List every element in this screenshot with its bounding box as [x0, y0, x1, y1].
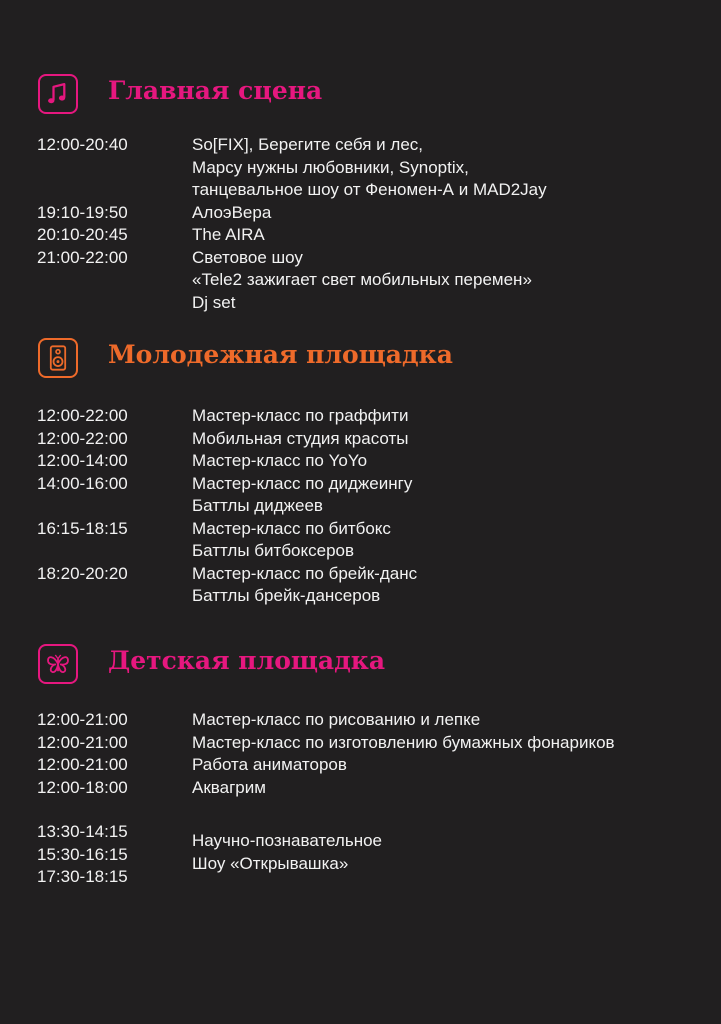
- event-description: [192, 134, 712, 202]
- event-description: [192, 709, 712, 732]
- schedule-row: [0, 732, 721, 755]
- event-line: Мастер-класс по изготовлению бумажных фонариков: [192, 732, 615, 752]
- event-line: Марсу нужны любовники, Synoptix,: [192, 157, 469, 177]
- event-line: Мастер-класс по брейк-данс: [192, 563, 418, 583]
- section-youth-area: [0, 338, 721, 382]
- music-note-icon: [38, 74, 78, 114]
- schedule-youth-area: [0, 405, 721, 608]
- speaker-icon: [38, 338, 78, 378]
- event-description: [192, 450, 712, 473]
- event-line: АлоэВера: [192, 202, 272, 222]
- schedule-row: [0, 518, 721, 563]
- section-title: Детская площадка: [108, 646, 386, 675]
- section-header: [0, 74, 721, 118]
- event-line: Мастер-класс по граффити: [192, 406, 409, 425]
- time-slot: 19:10-19:50: [37, 202, 128, 222]
- event-line: Световое шоу: [192, 247, 303, 267]
- schedule-row: [0, 134, 721, 202]
- section-kids-area: [0, 644, 721, 688]
- event-line: Мастер-класс по битбокс: [192, 518, 391, 538]
- time-slots: [0, 821, 192, 889]
- event-line: Научно-познавательное: [192, 831, 382, 850]
- time-slot: 12:00-18:00: [37, 777, 128, 797]
- time-slot: 18:20-20:20: [37, 563, 128, 583]
- section-header: [0, 644, 721, 688]
- schedule-row: [0, 709, 721, 732]
- event-line: Работа аниматоров: [192, 755, 347, 774]
- schedule-main-stage: [0, 134, 721, 314]
- time-slot: 16:15-18:15: [37, 518, 128, 538]
- event-description: [192, 428, 712, 451]
- event-line: «Tele2 зажигает свет мобильных перемен»: [192, 270, 532, 289]
- event-line: Мастер-класс по диджеингу: [192, 473, 413, 493]
- event-line: Баттлы диджеев: [192, 496, 323, 515]
- time-slot: 15:30-16:15: [37, 844, 128, 864]
- schedule-show: [0, 821, 721, 889]
- event-description: [192, 224, 712, 247]
- event-line: Мастер-класс по YoYo: [192, 451, 368, 470]
- time-slot: 14:00-16:00: [37, 473, 128, 493]
- event-description: [192, 247, 712, 315]
- time-slot: 20:10-20:45: [37, 225, 128, 244]
- butterfly-icon: [38, 644, 78, 684]
- event-line: Мобильная студия красоты: [192, 428, 409, 448]
- time-slot: 17:30-18:15: [37, 867, 128, 886]
- schedule-row: [0, 202, 721, 225]
- time-slot: 21:00-22:00: [37, 247, 128, 267]
- schedule-row: [0, 428, 721, 451]
- event-description: [192, 473, 712, 518]
- event-line: Dj set: [192, 292, 236, 312]
- section-title: Молодежная площадка: [108, 340, 453, 369]
- time-slot: 12:00-20:40: [37, 135, 128, 154]
- event-line: Шоу «Открывашка»: [192, 853, 349, 873]
- event-description: [192, 202, 712, 225]
- event-description: [192, 518, 712, 563]
- schedule-row: [0, 450, 721, 473]
- section-header: [0, 338, 721, 382]
- event-line: Аквагрим: [192, 777, 266, 797]
- schedule-row: [0, 563, 721, 608]
- schedule-row: [0, 821, 721, 889]
- time-slot: 12:00-22:00: [37, 428, 128, 448]
- time-slot: 13:30-14:15: [37, 822, 128, 841]
- schedule-row: [0, 754, 721, 777]
- schedule-row: [0, 405, 721, 428]
- event-description: [192, 754, 712, 777]
- event-line: So[FIX], Берегите себя и лес,: [192, 135, 423, 154]
- schedule-row: [0, 224, 721, 247]
- event-description: [192, 777, 712, 800]
- section-main-stage: [0, 74, 721, 118]
- time-slot: 12:00-14:00: [37, 451, 128, 470]
- time-slot: 12:00-21:00: [37, 755, 128, 774]
- event-line: Баттлы брейк-дансеров: [192, 586, 381, 605]
- event-line: Баттлы битбоксеров: [192, 541, 355, 560]
- time-slot: 12:00-22:00: [37, 406, 128, 425]
- schedule-kids-area: [0, 709, 721, 799]
- event-line: Мастер-класс по рисованию и лепке: [192, 710, 481, 729]
- schedule-row: [0, 777, 721, 800]
- section-title: Главная сцена: [108, 76, 323, 105]
- schedule-row: [0, 247, 721, 315]
- event-description: [192, 563, 712, 608]
- time-slot: 12:00-21:00: [37, 732, 128, 752]
- event-description: [192, 821, 712, 889]
- schedule-row: [0, 473, 721, 518]
- event-line: The AIRA: [192, 225, 265, 244]
- event-description: [192, 405, 712, 428]
- event-description: [192, 732, 712, 755]
- time-slot: 12:00-21:00: [37, 710, 128, 729]
- event-line: танцевальное шоу от Феномен-А и MAD2Jay: [192, 180, 547, 199]
